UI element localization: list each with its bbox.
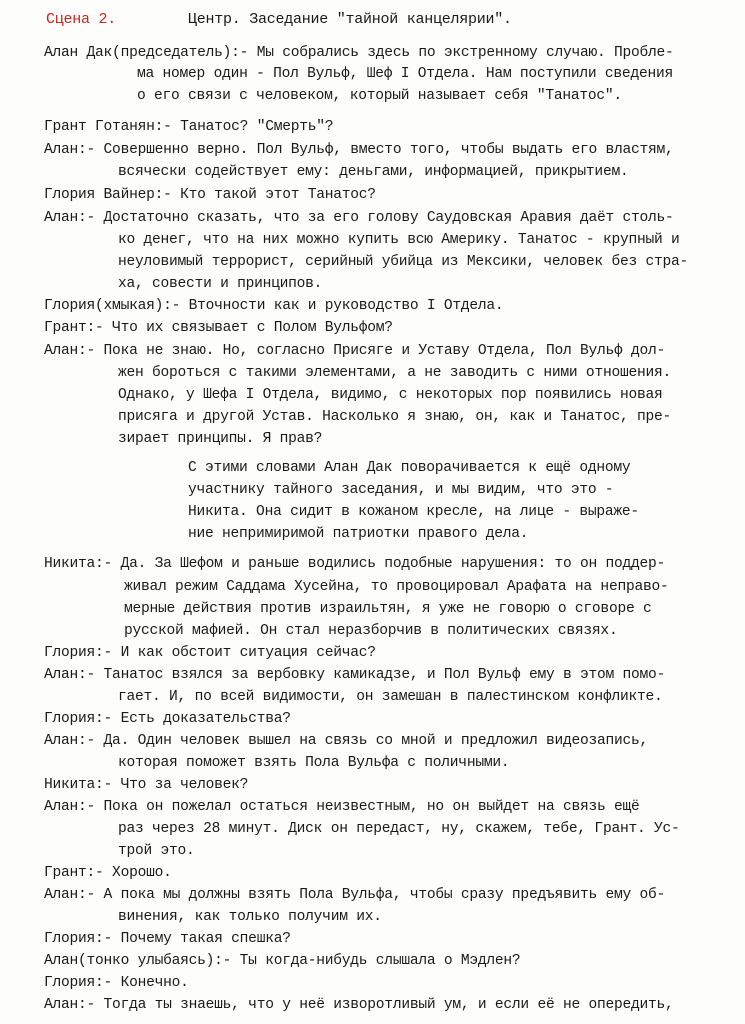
script-line: Алан:- А пока мы должны взять Пола Вульфа, чтобы сразу предъявить ему об-: [44, 887, 666, 903]
script-line: ха, совести и принципов.: [118, 276, 323, 292]
stage-direction: ние непримиримой патриотки правого дела.: [188, 526, 529, 542]
script-line: трой это.: [118, 843, 195, 859]
script-line: жен бороться с такими элементами, а не заводить с ними отношения.: [118, 365, 671, 381]
script-line: Глория:- Есть доказательства?: [44, 711, 291, 727]
script-line: Никита:- Что за человек?: [44, 777, 249, 793]
script-line: неуловимый террорист, серийный убийца из Мексики, человек без стра-: [118, 254, 689, 270]
script-line: Алан:- Пока он пожелал остаться неизвестным, но он выйдет на связь ещё: [44, 799, 640, 815]
script-line: Грант:- Хорошо.: [44, 865, 172, 881]
script-line: ко денег, что на них можно купить всю Америку. Танатос - крупный и: [118, 232, 680, 248]
script-line: Алан:- Пока не знаю. Но, согласно Присяге и Уставу Отдела, Пол Вульф дол-: [44, 343, 666, 359]
script-line: винения, как только получим их.: [118, 909, 382, 925]
script-line: Однако, у Шефа I Отдела, видимо, с некоторых пор появились новая: [118, 387, 663, 403]
script-line: гает. И, по всей видимости, он замешан в палестинском конфликте.: [118, 689, 663, 705]
script-line: Грант Готанян:- Танатос? "Смерть"?: [44, 119, 334, 135]
script-line: присяга и другой Устав. Насколько я знаю, он, как и Танатос, пре-: [118, 409, 671, 425]
script-line: Алан:- Совершенно верно. Пол Вульф, вместо того, чтобы выдать его властям,: [44, 142, 674, 158]
script-line: всячески содействует ему: деньгами, информацией, прикрытием.: [118, 164, 629, 180]
script-line: мерные действия против израильтян, я уже не говорю о сговоре с: [124, 601, 652, 617]
script-line: которая поможет взять Пола Вульфа с поличными.: [118, 755, 510, 771]
stage-direction: Никита. Она сидит в кожаном кресле, на лице - выраже-: [188, 504, 639, 520]
script-line: Алан:- Достаточно сказать, что за его голову Саудовская Аравия даёт столь-: [44, 210, 674, 226]
script-line: о его связи с человеком, который называет себя "Танатос".: [137, 88, 622, 104]
script-line: ма номер один - Пол Вульф, Шеф I Отдела. Нам поступили сведения: [137, 66, 673, 82]
script-line: Глория:- Почему такая спешка?: [44, 931, 291, 947]
script-line: зирает принципы. Я прав?: [118, 431, 323, 447]
script-line: Глория:- И как обстоит ситуация сейчас?: [44, 645, 376, 661]
script-line: Алан Дак(председатель):- Мы собрались здесь по экстренному случаю. Пробле-: [44, 45, 674, 61]
stage-direction: С этими словами Алан Дак поворачивается к ещё одному: [188, 460, 631, 476]
scene-heading: Сцена 2.: [46, 11, 117, 28]
script-line: русской мафией. Он стал неразборчив в политических связях.: [124, 623, 618, 639]
script-line: Глория:- Конечно.: [44, 975, 189, 991]
script-line: Глория Вайнер:- Кто такой этот Танатос?: [44, 187, 376, 203]
stage-direction: участнику тайного заседания, и мы видим, что это -: [188, 482, 614, 498]
script-line: раз через 28 минут. Диск он передаст, ну, скажем, тебе, Грант. Ус-: [118, 821, 680, 837]
script-line: Никита:- Да. За Шефом и раньше водились подобные нарушения: то он поддер-: [44, 556, 666, 572]
script-line: Глория(хмыкая):- Вточности как и руководство I Отдела.: [44, 298, 504, 314]
script-line: Алан:- Танатос взялся за вербовку камикадзе, и Пол Вульф ему в этом помо-: [44, 667, 666, 683]
script-line: Грант:- Что их связывает с Полом Вульфом?: [44, 320, 393, 336]
script-line: живал режим Саддама Хусейна, то провоцировал Арафата на неправо-: [124, 579, 669, 595]
script-line: Алан(тонко улыбаясь):- Ты когда-нибудь слышала о Мэдлен?: [44, 953, 521, 969]
script-line: Алан:- Да. Один человек вышел на связь со мной и предложил видеозапись,: [44, 733, 649, 749]
script-line: Алан:- Тогда ты знаешь, что у неё изворотливый ум, и если её не опередить,: [44, 997, 674, 1013]
scene-title: Центр. Заседание "тайной канцелярии".: [188, 11, 512, 28]
